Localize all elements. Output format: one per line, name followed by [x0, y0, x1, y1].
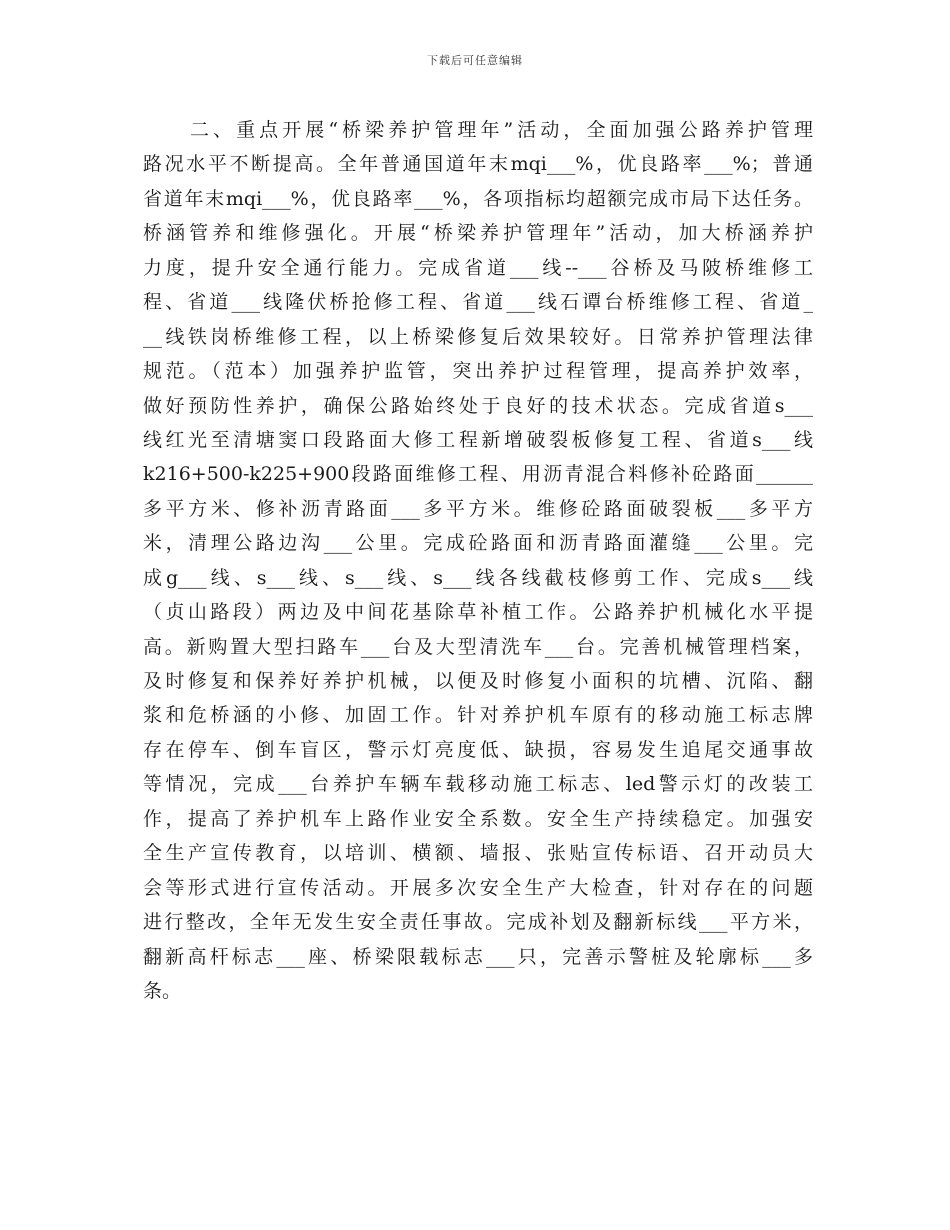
body-line: 等情况，完成___台养护车辆车载移动施工标志、led警示灯的改装工 [143, 773, 813, 796]
body-line: __线铁岗桥维修工程，以上桥梁修复后效果较好。日常养护管理法律 [143, 325, 813, 348]
body-line: 浆和危桥涵的小修、加固工作。针对养护机车原有的移动施工标志牌 [143, 704, 813, 727]
body-line: 力度，提升安全通行能力。完成省道___线--___谷桥及马陂桥维修工 [143, 256, 813, 279]
body-line: 条。 [143, 979, 182, 1002]
body-line: 省道年末mqi___%，优良路率___%，各项指标均超额完成市局下达任务。 [143, 187, 813, 210]
body-line: 做好预防性养护，确保公路始终处于良好的技术状态。完成省道s___ [143, 394, 813, 417]
body-line: 二、重点开展“桥梁养护管理年”活动，全面加强公路养护管理 [190, 119, 813, 141]
page-header: 下载后可任意编辑 [427, 54, 523, 67]
body-line: 翻新高杆标志___座、桥梁限载标志___只，完善示警桩及轮廓标___多 [143, 945, 813, 968]
body-line: 路况水平不断提高。全年普通国道年末mqi___%，优良路率___%；普通 [143, 153, 813, 176]
body-line: 存在停车、倒车盲区，警示灯亮度低、缺损，容易发生追尾交通事故 [143, 738, 813, 761]
body-line: 米，清理公路边沟___公里。完成砼路面和沥青路面灌缝___公里。完 [143, 532, 813, 555]
body-line: 桥涵管养和维修强化。开展“桥梁养护管理年”活动，加大桥涵养护 [143, 222, 813, 245]
body-line: 规范。（范本）加强养护监管，突出养护过程管理，提高养护效率， [143, 360, 813, 383]
body-line: 作，提高了养护机车上路作业安全系数。安全生产持续稳定。加强安 [143, 807, 813, 830]
body-line: 全生产宣传教育，以培训、横额、墙报、张贴宣传标语、召开动员大 [143, 842, 813, 865]
body-line: 多平方米、修补沥青路面___多平方米。维修砼路面破裂板___多平方 [143, 497, 813, 520]
body-line: 及时修复和保养好养护机械，以便及时修复小面积的坑槽、沉陷、翻 [143, 670, 813, 692]
body-line: 程、省道___线隆伏桥抢修工程、省道___线石谭台桥维修工程、省道_ [143, 291, 813, 314]
body-line: （贞山路段）两边及中间花基除草补植工作。公路养护机械化水平提 [143, 601, 813, 624]
body-line: 会等形式进行宣传活动。开展多次安全生产大检查，针对存在的问题 [143, 876, 813, 899]
body-line: 高。新购置大型扫路车___台及大型清洗车___台。完善机械管理档案， [143, 635, 813, 658]
body-line: k216+500-k225+900段路面维修工程、用沥青混合料修补砼路面______ [143, 463, 813, 486]
body-line: 线红光至清塘窦口段路面大修工程新增破裂板修复工程、省道s___线 [143, 428, 813, 451]
document-body [143, 113, 813, 1008]
body-line: 进行整改，全年无发生安全责任事故。完成补划及翻新标线___平方米， [143, 911, 813, 934]
body-line: 成g___线、s___线、s___线、s___线各线截枝修剪工作、完成s___线 [143, 566, 813, 589]
